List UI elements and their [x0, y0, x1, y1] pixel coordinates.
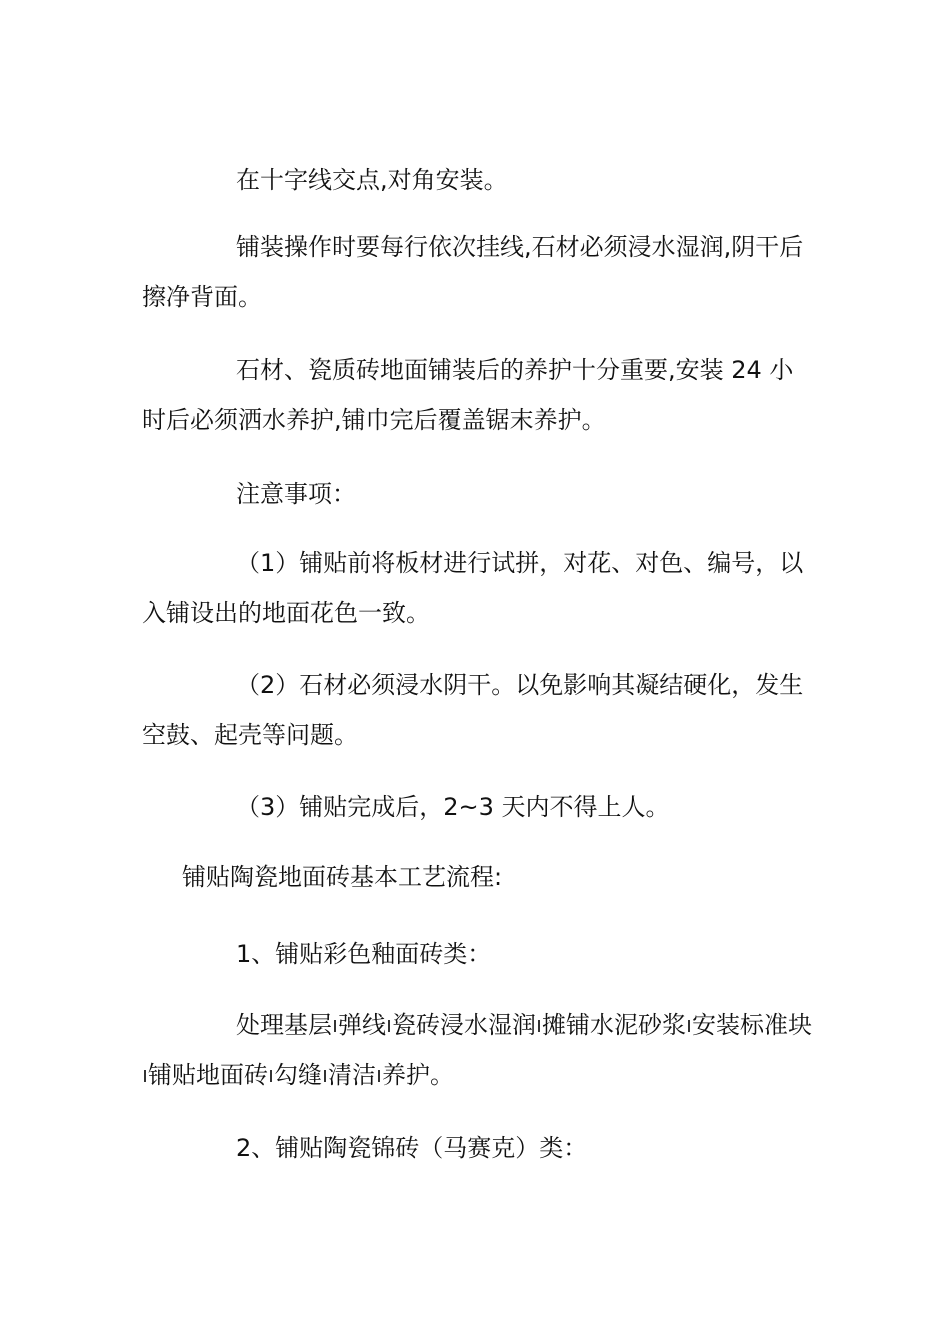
flow-step: 弹线: [338, 1011, 386, 1039]
paragraph-process-flow: [142, 1000, 814, 1100]
paragraph-paving-operation: 铺装操作时要每行依次挂线,石材必须浸水湿润,阴干后擦净背面。: [142, 233, 804, 311]
flow-step: 勾缝: [274, 1061, 322, 1089]
paragraph-ceramic-flow-heading: 铺贴陶瓷地面砖基本工艺流程:: [182, 863, 503, 891]
paragraph-note-3: （3）铺贴完成后，2~3 天内不得上人。: [236, 793, 670, 821]
flow-step: 摊铺水泥砂浆: [542, 1011, 686, 1039]
flow-separator-icon: [144, 1070, 146, 1082]
flow-separator-icon: [538, 1020, 540, 1032]
flow-step: 养护。: [382, 1061, 454, 1089]
flow-separator-icon: [378, 1070, 380, 1082]
flow-separator-icon: [270, 1070, 272, 1082]
paragraph-note-2: （2）石材必须浸水阴干。以免影响其凝结硬化，发生空鼓、起壳等问题。: [142, 671, 804, 749]
paragraph-note-1: （1）铺贴前将板材进行试拼，对花、对色、编号，以入铺设出的地面花色一致。: [142, 549, 804, 627]
flow-separator-icon: [388, 1020, 390, 1032]
paragraph-glazed-tile-heading: 1、铺贴彩色釉面砖类：: [236, 940, 492, 968]
flow-separator-icon: [688, 1020, 690, 1032]
flow-separator-icon: [324, 1070, 326, 1082]
paragraph-notes-heading: 注意事项：: [236, 480, 356, 508]
paragraph-install-corner: 在十字线交点,对角安装。: [236, 166, 508, 194]
paragraph-curing: 石材、瓷质砖地面铺装后的养护十分重要,安装 24 小时后必须洒水养护,铺巾完后覆盖锯末养护。: [142, 356, 794, 434]
flow-separator-icon: [334, 1020, 336, 1032]
flow-step: 铺贴地面砖: [148, 1061, 268, 1089]
flow-step: 清洁: [328, 1061, 376, 1089]
flow-step: 瓷砖浸水湿润: [392, 1011, 536, 1039]
flow-step: 安装标准块: [692, 1011, 812, 1039]
flow-step: 处理基层: [236, 1011, 332, 1039]
paragraph-mosaic-heading: 2、铺贴陶瓷锦砖（马赛克）类：: [236, 1134, 588, 1162]
